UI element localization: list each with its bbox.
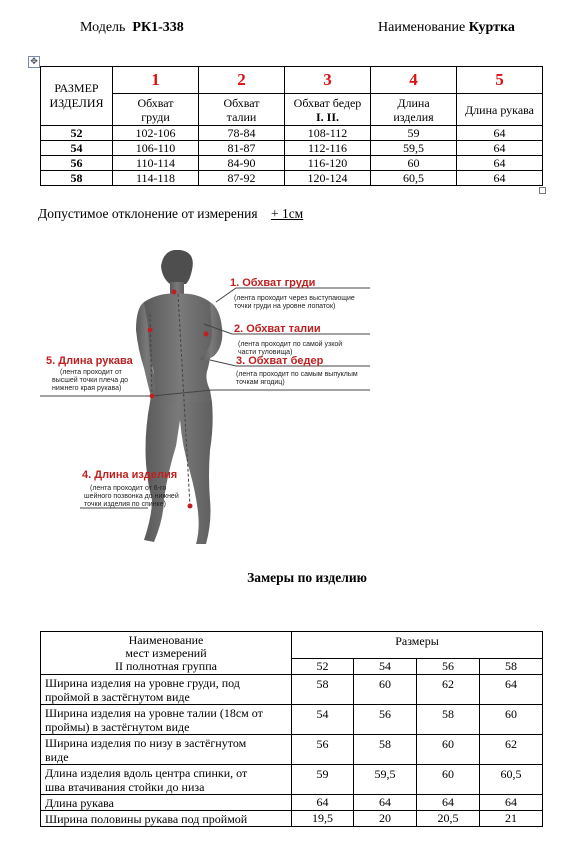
value-cell: 56: [292, 735, 354, 765]
value-cell: 112-116: [285, 141, 371, 156]
model-label: Модель: [80, 20, 126, 35]
name-value: Куртка: [468, 20, 515, 35]
value-cell: 110-114: [113, 156, 199, 171]
header-name-line: II полнотная группа: [115, 658, 217, 673]
column-label-line: талии: [226, 109, 257, 124]
value-cell: 60: [480, 705, 543, 735]
value-cell: 59: [371, 126, 457, 141]
size-cell: 56: [41, 156, 113, 171]
column-label-line: Обхват: [223, 95, 260, 110]
value-cell: 108-112: [285, 126, 371, 141]
sleeve-label: 5. Длина рукава: [46, 355, 133, 367]
value-cell: 116-120: [285, 156, 371, 171]
measurement-name-line: Ширина половины рукава под проймой: [45, 811, 248, 826]
value-cell: 120-124: [285, 171, 371, 186]
value-cell: 19,5: [292, 811, 354, 827]
value-cell: 60,5: [480, 765, 543, 795]
measurement-name-line: виде: [45, 749, 69, 764]
measurement-name-line: Длина изделия вдоль центра спинки, от: [45, 765, 248, 780]
header-name-line: мест измерений: [125, 645, 207, 660]
value-cell: 106-110: [113, 141, 199, 156]
hip-label: 3. Обхват бедер: [236, 355, 324, 367]
value-cell: 64: [417, 795, 480, 811]
measurement-name-line: Длина рукава: [45, 795, 114, 810]
hip-note: точкам ягодиц): [236, 379, 285, 386]
column-label: [457, 94, 543, 126]
measurements-title-text: Замеры по изделию: [247, 570, 367, 585]
measurement-figure: [40, 250, 380, 550]
value-cell: 64: [457, 156, 543, 171]
table-row: [41, 156, 543, 171]
value-cell: 59,5: [371, 141, 457, 156]
tolerance-value: + 1см: [270, 206, 304, 221]
column-number: 2: [199, 67, 285, 94]
table-row: [41, 811, 543, 827]
waist-label: 2. Обхват талии: [234, 323, 321, 335]
header-name-cell: [41, 632, 292, 675]
move-icon[interactable]: ✥: [28, 56, 40, 68]
sleeve-note: (лента проходит от: [60, 369, 122, 376]
value-cell: 60: [417, 735, 480, 765]
length-label: 4. Длина изделия: [82, 469, 178, 481]
column-number: 4: [371, 67, 457, 94]
value-cell: 58: [417, 705, 480, 735]
column-number: 3: [285, 67, 371, 94]
value-cell: 64: [457, 126, 543, 141]
size-cell: 58: [41, 171, 113, 186]
waist-note: (лента проходит по самой узкой: [238, 341, 343, 348]
column-label-line: изделия: [393, 109, 434, 124]
column-label-line: I. II.: [315, 109, 339, 124]
measurement-name-line: Ширина изделия на уровне груди, под: [45, 675, 240, 690]
value-cell: 56: [354, 705, 417, 735]
tolerance-note: [38, 206, 303, 222]
size-header-line-1: РАЗМЕР: [54, 81, 99, 95]
column-label-line: Обхват: [137, 95, 174, 110]
sizes-header: Размеры: [292, 632, 543, 659]
size-column-header: 52: [292, 659, 354, 675]
value-cell: 64: [457, 141, 543, 156]
column-label-line: Обхват бедер: [293, 95, 362, 110]
value-cell: 59: [292, 765, 354, 795]
measurement-name-line: шва втачивания стойки до низа: [45, 779, 205, 794]
measurement-name: [41, 765, 292, 795]
measurements-table: [40, 631, 543, 827]
measurement-name-line: проймы) в застёгнутом виде: [45, 719, 190, 734]
value-cell: 84-90: [199, 156, 285, 171]
table-row: [41, 795, 543, 811]
chest-note: (лента проходит через выступающие: [234, 295, 355, 302]
length-note: (лента проходит от 6-го: [90, 485, 167, 492]
measurement-name-line: проймой в застёгнутом виде: [45, 689, 190, 704]
length-note: точки изделия по спинке): [84, 501, 166, 508]
value-cell: 81-87: [199, 141, 285, 156]
chest-note: точки груди на уровне лопаток): [234, 303, 336, 310]
table-row: [41, 171, 543, 186]
measurement-name: [41, 675, 292, 705]
table-row: [41, 675, 543, 705]
measurement-name-line: Ширина изделия на уровне талии (18см от: [45, 705, 263, 720]
value-cell: 58: [292, 675, 354, 705]
measurement-name: [41, 705, 292, 735]
value-cell: 60: [371, 156, 457, 171]
hip-note: (лента проходит по самым выпуклым: [236, 371, 358, 378]
name-label: Наименование: [378, 20, 466, 35]
size-header-cell: [41, 67, 113, 126]
value-cell: 64: [292, 795, 354, 811]
value-cell: 87-92: [199, 171, 285, 186]
column-label: [199, 94, 285, 126]
table-row: [41, 126, 543, 141]
size-cell: 52: [41, 126, 113, 141]
measurement-name-line: Ширина изделия по низу в застёгнутом: [45, 735, 247, 750]
model-value: РК1-338: [132, 20, 184, 35]
value-cell: 62: [480, 735, 543, 765]
column-label-line: Длина: [397, 95, 430, 110]
column-label-line: Длина рукава: [465, 102, 534, 117]
value-cell: 62: [417, 675, 480, 705]
value-cell: 21: [480, 811, 543, 827]
value-cell: 20: [354, 811, 417, 827]
chest-label: 1. Обхват груди: [230, 277, 316, 289]
measurement-name: [41, 811, 292, 827]
value-cell: 64: [480, 795, 543, 811]
value-cell: 60: [417, 765, 480, 795]
value-cell: 20,5: [417, 811, 480, 827]
column-label: [113, 94, 199, 126]
column-label: [285, 94, 371, 126]
waist-note: части туловища): [238, 349, 293, 356]
column-number: 5: [457, 67, 543, 94]
value-cell: 78-84: [199, 126, 285, 141]
value-cell: 114-118: [113, 171, 199, 186]
name-line: [378, 20, 515, 36]
column-label-line: груди: [141, 109, 170, 124]
size-cell: 54: [41, 141, 113, 156]
value-cell: 59,5: [354, 765, 417, 795]
value-cell: 64: [480, 675, 543, 705]
length-note: шейного позвонка до нижней: [84, 493, 179, 500]
column-number: 1: [113, 67, 199, 94]
size-column-header: 56: [417, 659, 480, 675]
sleeve-note: высшей точки плеча до: [52, 377, 129, 384]
column-label: [371, 94, 457, 126]
value-cell: 58: [354, 735, 417, 765]
header-name-line: Наименование: [128, 632, 204, 647]
size-column-header: 54: [354, 659, 417, 675]
measurements-title: [0, 570, 576, 586]
measurement-name: [41, 735, 292, 765]
value-cell: 102-106: [113, 126, 199, 141]
size-table: [40, 66, 543, 186]
size-header-line-2: ИЗДЕЛИЯ: [49, 96, 104, 110]
table-row: [41, 735, 543, 765]
model-line: [80, 20, 184, 36]
value-cell: 54: [292, 705, 354, 735]
value-cell: 60: [354, 675, 417, 705]
tolerance-text: Допустимое отклонение от измерения: [38, 206, 258, 221]
size-column-header: 58: [480, 659, 543, 675]
value-cell: 64: [354, 795, 417, 811]
table-row: [41, 705, 543, 735]
measurement-name: [41, 795, 292, 811]
table-row: [41, 765, 543, 795]
value-cell: 64: [457, 171, 543, 186]
table-row: [41, 141, 543, 156]
value-cell: 60,5: [371, 171, 457, 186]
table-resize-handle[interactable]: [539, 187, 546, 194]
sleeve-note: нижнего края рукава): [52, 385, 122, 392]
